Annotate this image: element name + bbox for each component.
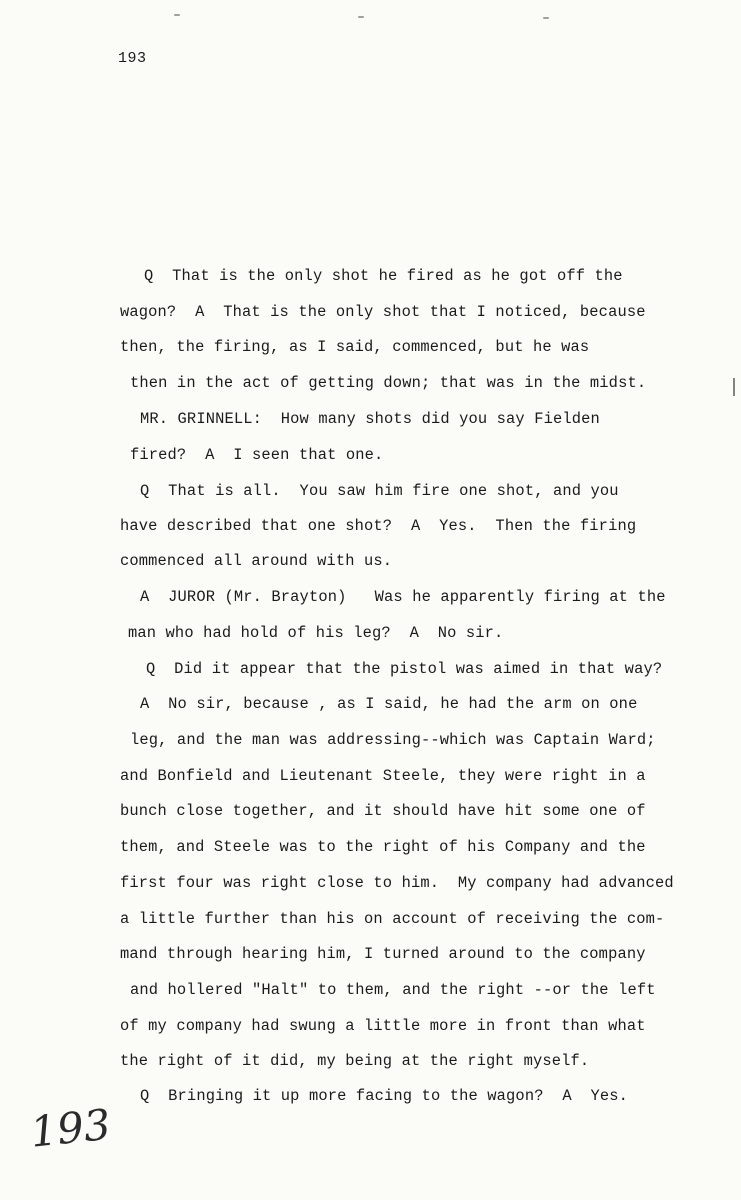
transcript-line: then, the firing, as I said, commenced, but he was bbox=[120, 338, 590, 356]
transcript-line: mand through hearing him, I turned around to the company bbox=[120, 945, 646, 963]
transcript-line: a little further than his on account of receiving the com- bbox=[120, 910, 665, 928]
transcript-line: the right of it did, my being at the right myself. bbox=[120, 1052, 590, 1070]
scan-edge-mark bbox=[733, 378, 735, 396]
transcript-line: A JUROR (Mr. Brayton) Was he apparently firing at the bbox=[140, 588, 666, 606]
scan-speck bbox=[543, 17, 549, 19]
transcript-line: Q Did it appear that the pistol was aimed in that way? bbox=[146, 660, 663, 678]
transcript-line: Q That is all. You saw him fire one shot, and you bbox=[140, 482, 619, 500]
scan-speck bbox=[358, 16, 364, 18]
handwritten-page-number: 193 bbox=[28, 1099, 113, 1157]
transcript-line: A No sir, because , as I said, he had the arm on one bbox=[140, 695, 638, 713]
page-number: 193 bbox=[118, 50, 147, 67]
transcript-line: bunch close together, and it should have hit some one of bbox=[120, 802, 646, 820]
transcript-line: and hollered "Halt" to them, and the right --or the left bbox=[130, 981, 656, 999]
transcript-line: fired? A I seen that one. bbox=[130, 446, 384, 464]
transcript-line: MR. GRINNELL: How many shots did you say Fielden bbox=[140, 410, 600, 428]
transcript-line: first four was right close to him. My company had advanced bbox=[120, 874, 674, 892]
transcript-line: leg, and the man was addressing--which was Captain Ward; bbox=[130, 731, 656, 749]
scan-speck bbox=[174, 14, 180, 16]
transcript-line: Q That is the only shot he fired as he got off the bbox=[144, 267, 623, 285]
transcript-line: then in the act of getting down; that was in the midst. bbox=[130, 374, 647, 392]
transcript-line: of my company had swung a little more in front than what bbox=[120, 1017, 646, 1035]
transcript-line: and Bonfield and Lieutenant Steele, they were right in a bbox=[120, 767, 646, 785]
transcript-line: Q Bringing it up more facing to the wagon? A Yes. bbox=[140, 1087, 629, 1105]
transcript-line: have described that one shot? A Yes. Then the firing bbox=[120, 517, 637, 535]
transcript-line: man who had hold of his leg? A No sir. bbox=[128, 624, 504, 642]
transcript-line: them, and Steele was to the right of his Company and the bbox=[120, 838, 646, 856]
transcript-line: commenced all around with us. bbox=[120, 552, 393, 570]
transcript-line: wagon? A That is the only shot that I noticed, because bbox=[120, 303, 646, 321]
